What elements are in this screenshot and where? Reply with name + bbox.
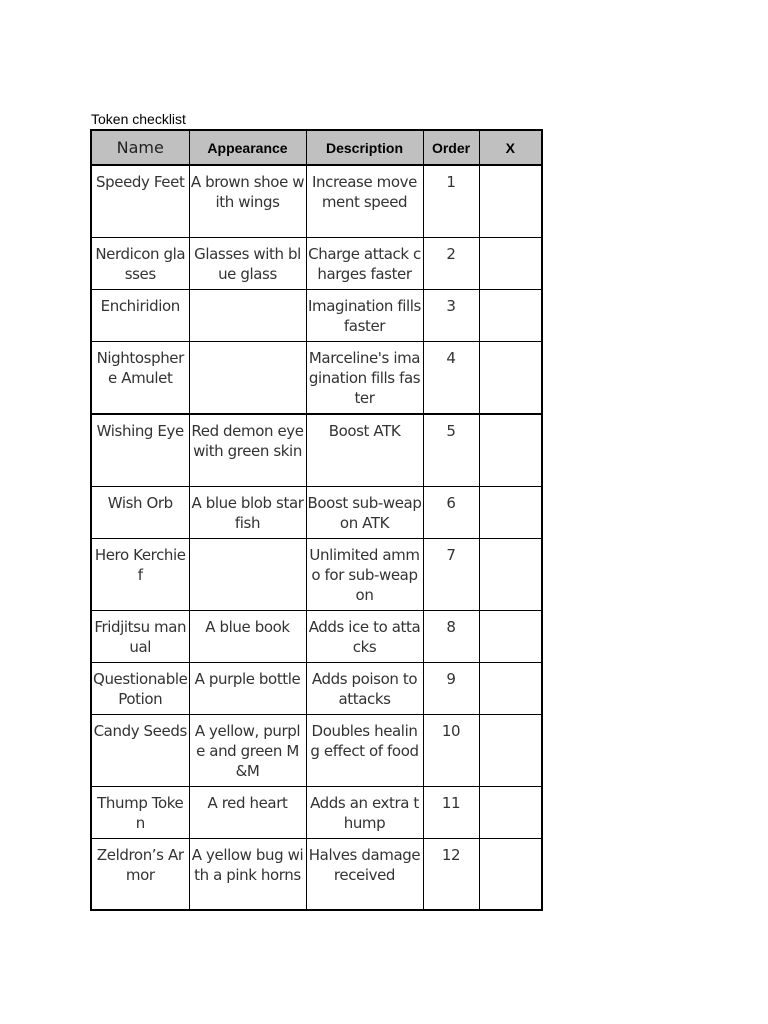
header-description: Description [306, 130, 423, 165]
cell-check[interactable] [479, 715, 542, 787]
cell-order: 12 [423, 839, 479, 911]
cell-description: Charge attack charges faster [306, 238, 423, 290]
token-checklist-table [90, 129, 543, 911]
cell-order: 4 [423, 342, 479, 415]
cell-check[interactable] [479, 165, 542, 238]
table-header-row [91, 130, 542, 165]
cell-check[interactable] [479, 839, 542, 911]
cell-order: 7 [423, 539, 479, 611]
cell-order: 9 [423, 663, 479, 715]
cell-name: Enchiridion [91, 290, 189, 342]
cell-name: Candy Seeds [91, 715, 189, 787]
sheet-title: Token checklist [91, 111, 186, 127]
cell-order: 8 [423, 611, 479, 663]
cell-appearance: Glasses with blue glass [189, 238, 306, 290]
cell-name: Zeldron’s Armor [91, 839, 189, 911]
cell-appearance: Red demon eye with green skin [189, 414, 306, 487]
cell-appearance: A brown shoe with wings [189, 165, 306, 238]
cell-description: Unlimited ammo for sub-weapon [306, 539, 423, 611]
table-row [91, 487, 542, 539]
cell-check[interactable] [479, 787, 542, 839]
cell-appearance: A purple bottle [189, 663, 306, 715]
cell-description: Adds ice to attacks [306, 611, 423, 663]
table-row [91, 539, 542, 611]
cell-name: Thump Token [91, 787, 189, 839]
cell-description: Doubles healing effect of food [306, 715, 423, 787]
cell-check[interactable] [479, 414, 542, 487]
table-row [91, 839, 542, 911]
cell-appearance: A yellow bug with a pink horns [189, 839, 306, 911]
cell-description: Marceline's imagination fills faster [306, 342, 423, 415]
cell-name: Speedy Feet [91, 165, 189, 238]
cell-order: 6 [423, 487, 479, 539]
cell-check[interactable] [479, 539, 542, 611]
table-row [91, 165, 542, 238]
cell-description: Boost sub-weapon ATK [306, 487, 423, 539]
cell-check[interactable] [479, 290, 542, 342]
cell-check[interactable] [479, 487, 542, 539]
table-row [91, 663, 542, 715]
table-row [91, 787, 542, 839]
header-order: Order [423, 130, 479, 165]
header-appearance: Appearance [189, 130, 306, 165]
cell-check[interactable] [479, 342, 542, 415]
cell-appearance: A yellow, purple and green M&M [189, 715, 306, 787]
table-row [91, 414, 542, 487]
cell-appearance [189, 290, 306, 342]
cell-order: 5 [423, 414, 479, 487]
cell-description: Imagination fills faster [306, 290, 423, 342]
cell-name: Hero Kerchief [91, 539, 189, 611]
cell-order: 10 [423, 715, 479, 787]
cell-name: Wishing Eye [91, 414, 189, 487]
cell-check[interactable] [479, 238, 542, 290]
cell-name: Fridjitsu manual [91, 611, 189, 663]
cell-appearance: A blue blob starfish [189, 487, 306, 539]
cell-order: 3 [423, 290, 479, 342]
cell-description: Adds poison to attacks [306, 663, 423, 715]
table-row [91, 715, 542, 787]
cell-appearance: A blue book [189, 611, 306, 663]
cell-name: Nerdicon glasses [91, 238, 189, 290]
cell-description: Increase movement speed [306, 165, 423, 238]
header-name: Name [91, 130, 189, 165]
table-row [91, 611, 542, 663]
cell-appearance [189, 342, 306, 415]
cell-description: Halves damage received [306, 839, 423, 911]
cell-name: Nightosphere Amulet [91, 342, 189, 415]
cell-order: 2 [423, 238, 479, 290]
table-row [91, 342, 542, 415]
cell-appearance [189, 539, 306, 611]
cell-name: Questionable Potion [91, 663, 189, 715]
cell-check[interactable] [479, 611, 542, 663]
table-row [91, 238, 542, 290]
cell-appearance: A red heart [189, 787, 306, 839]
cell-check[interactable] [479, 663, 542, 715]
cell-order: 1 [423, 165, 479, 238]
header-x: X [479, 130, 542, 165]
table-row [91, 290, 542, 342]
cell-order: 11 [423, 787, 479, 839]
cell-description: Boost ATK [306, 414, 423, 487]
cell-description: Adds an extra thump [306, 787, 423, 839]
cell-name: Wish Orb [91, 487, 189, 539]
